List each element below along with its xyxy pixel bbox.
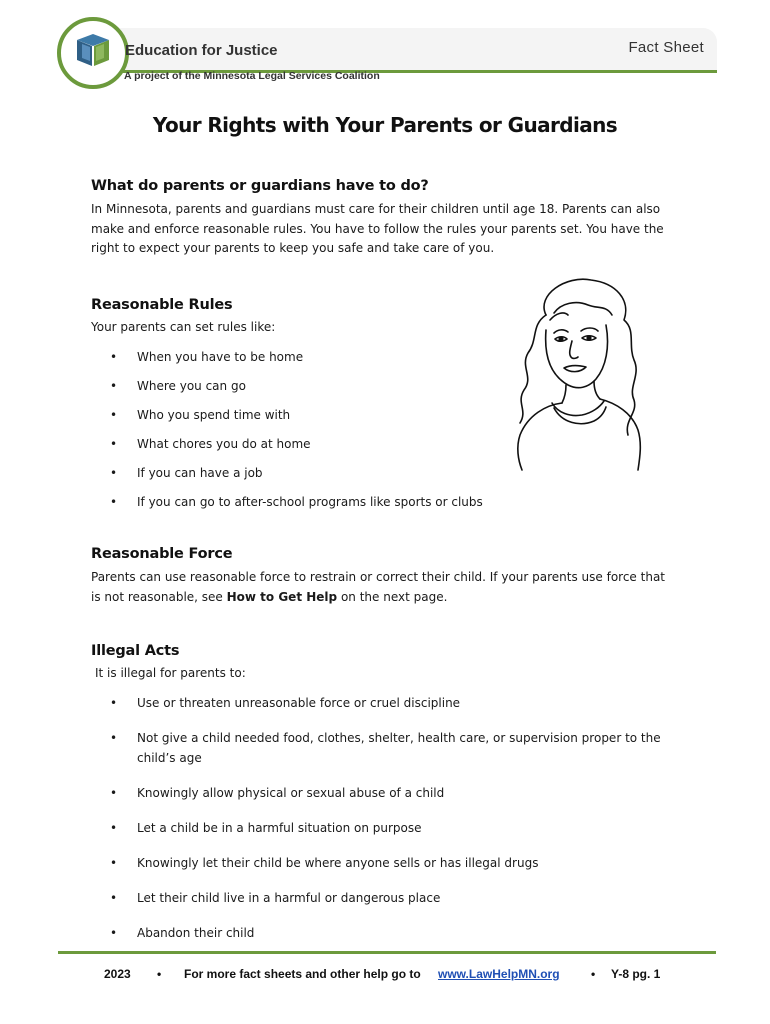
- list-item-line: child’s age: [137, 750, 202, 765]
- intro-line: right to expect your parents to keep you safe and take care of you.: [91, 241, 495, 255]
- force-text: on the next page.: [337, 589, 448, 604]
- footer-divider: [58, 951, 716, 954]
- intro-line: In Minnesota, parents and guardians must care for their children until age 18. Parents can also: [91, 202, 661, 216]
- how-to-get-help-reference: How to Get Help: [226, 589, 338, 604]
- book-logo-icon: [73, 30, 113, 70]
- doc-type-label: Fact Sheet: [628, 39, 704, 56]
- lawhelpmn-link[interactable]: www.LawHelpMN.org: [438, 967, 560, 981]
- list-item: • Who you spend time with: [110, 406, 483, 426]
- list-item: • Where you can go: [110, 377, 483, 397]
- list-item-line: • Not give a child needed food, clothes, shelter, health care, or supervision proper to the: [137, 731, 661, 745]
- rules-lead: Your parents can set rules like:: [91, 320, 276, 334]
- page-title: Your Rights with Your Parents or Guardians: [152, 113, 618, 137]
- intro-paragraph: [91, 200, 664, 259]
- force-paragraph: [91, 568, 665, 607]
- footer-separator: •: [591, 967, 596, 981]
- heading-rules: Reasonable Rules: [91, 297, 233, 313]
- list-item: • If you can have a job: [110, 464, 483, 484]
- intro-line: make and enforce reasonable rules. You have to follow the rules your parents set. You have the: [91, 221, 664, 236]
- illegal-list: [110, 694, 661, 943]
- tagline: A project of the Minnesota Legal Services Coalition: [124, 70, 380, 82]
- footer-year: 2023: [104, 967, 131, 981]
- heading-force: Reasonable Force: [91, 546, 233, 562]
- heading-illegal: Illegal Acts: [91, 643, 180, 659]
- list-item: • Knowingly let their child be where anyone sells or has illegal drugs: [110, 854, 661, 874]
- org-name: Education for Justice: [125, 42, 278, 59]
- list-item: • Use or threaten unreasonable force or cruel discipline: [110, 694, 661, 714]
- heading-intro: What do parents or guardians have to do?: [91, 178, 429, 194]
- rules-list: [110, 348, 483, 513]
- list-item: • Let a child be in a harmful situation on purpose: [110, 819, 661, 839]
- list-item: • When you have to be home: [110, 348, 483, 368]
- list-item: • Let their child live in a harmful or dangerous place: [110, 889, 661, 909]
- footer: [0, 967, 770, 985]
- footer-separator: •: [157, 967, 162, 981]
- footer-page-number: Y-8 pg. 1: [611, 967, 661, 981]
- list-item: [110, 729, 661, 768]
- list-item: • Abandon their child: [110, 924, 661, 944]
- force-text: is not reasonable, see: [91, 589, 227, 604]
- list-item: • What chores you do at home: [110, 435, 483, 455]
- woman-portrait-illustration: [506, 275, 651, 475]
- header: [0, 0, 770, 100]
- illegal-lead: It is illegal for parents to:: [95, 666, 246, 680]
- list-item: • If you can go to after-school programs like sports or clubs: [110, 493, 483, 513]
- force-line: Parents can use reasonable force to restrain or correct their child. If your parents use force that: [91, 570, 666, 584]
- force-line: [91, 588, 665, 608]
- footer-text: For more fact sheets and other help go to: [184, 967, 421, 981]
- list-item: • Knowingly allow physical or sexual abuse of a child: [110, 784, 661, 804]
